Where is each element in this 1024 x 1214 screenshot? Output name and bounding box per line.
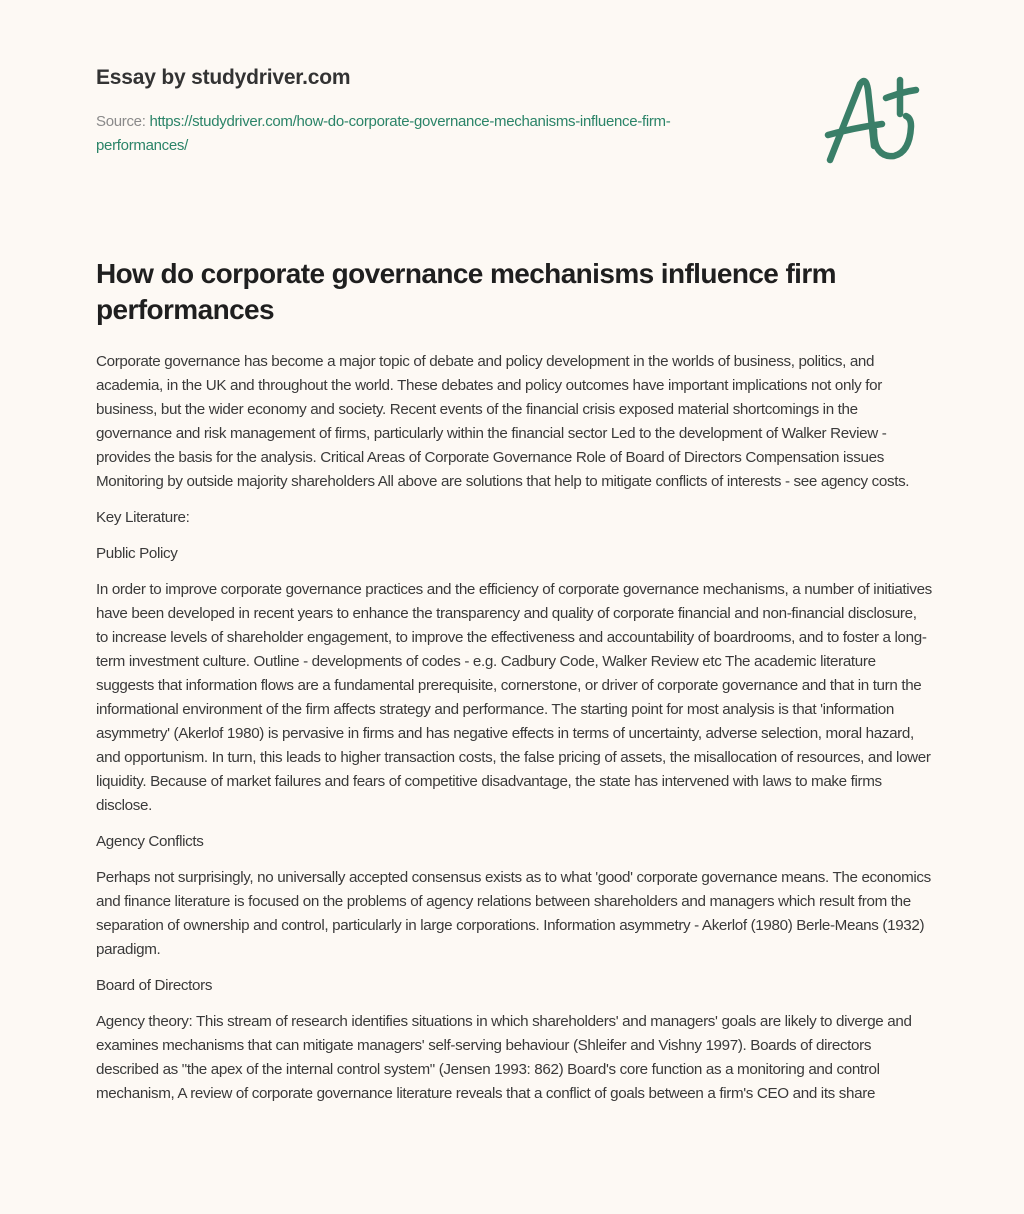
source-line bbox=[96, 110, 756, 158]
a-plus-grade-icon bbox=[818, 68, 930, 168]
source-link[interactable]: https://studydriver.com/how-do-corporate-governance-mechanisms-influence-firm-performances/ bbox=[96, 113, 671, 154]
site-title: Essay by studydriver.com bbox=[96, 66, 351, 89]
article-body bbox=[96, 256, 932, 1118]
section-heading-agency-conflicts: Agency Conflicts bbox=[96, 833, 204, 850]
intro-paragraph: Corporate governance has become a major topic of debate and policy development in the worlds of business, politics, and academia, in the UK and throughout the world. These debates and policy outcomes have important implications not only for business, but the wider economy and society. Recent events of the financial crisis exposed material shortcomings in the governance and risk management of firms, particularly within the financial sector Led to the development of Walker Review - provides the basis for the analysis. Critical Areas of Corporate Governance Role of Board of Directors Compensation issues Monitoring by outside majority shareholders All above are solutions that help to mitigate conflicts of interests - see agency costs. bbox=[96, 353, 910, 490]
section-heading-public-policy: Public Policy bbox=[96, 545, 178, 562]
section-heading-board-of-directors: Board of Directors bbox=[96, 977, 213, 994]
board-of-directors-paragraph: Agency theory: This stream of research identifies situations in which shareholders' and managers' goals are likely to diverge and examines mechanisms that can mitigate managers' self-serving behaviour (Shleifer and Vishny 1997). Boards of directors described as "the apex of the internal control system" (Jensen 1993: 862) Board's core function as a monitoring and control mechanism, A review of corporate governance literature reveals that a conflict of goals between a firm's CEO and its share bbox=[96, 1013, 912, 1102]
source-label: Source: bbox=[96, 113, 150, 130]
section-label-key-literature: Key Literature: bbox=[96, 509, 190, 526]
public-policy-paragraph: In order to improve corporate governance practices and the efficiency of corporate governance mechanisms, a number of initiatives have been developed in recent years to enhance the transparency and quality of corporate financial and non-financial disclosure, to increase levels of shareholder engagement, to improve the effectiveness and accountability of boardrooms, and to foster a long-term investment culture. Outline - developments of codes - e.g. Cadbury Code, Walker Review etc The academic literature suggests that information flows are a fundamental prerequisite, cornerstone, or driver of corporate governance and that in turn the informational environment of the firm affects strategy and performance. The starting point for most analysis is that 'information asymmetry' (Akerlof 1980) is pervasive in firms and has negative effects in terms of uncertainty, adverse selection, moral hazard, and opportunism. In turn, this leads to higher transaction costs, the false pricing of assets, the misallocation of resources, and lower liquidity. Because of market failures and fears of competitive disadvantage, the state has intervened with laws to make firms disclose. bbox=[96, 581, 932, 814]
agency-conflicts-paragraph: Perhaps not surprisingly, no universally accepted consensus exists as to what 'good' corporate governance means. The economics and finance literature is focused on the problems of agency relations between shareholders and managers which result from the separation of ownership and control, particularly in large corporations. Information asymmetry - Akerlof (1980) Berle-Means (1932) paradigm. bbox=[96, 869, 931, 958]
page-title: How do corporate governance mechanisms influence firm performances bbox=[96, 258, 836, 325]
page-header bbox=[96, 64, 756, 158]
